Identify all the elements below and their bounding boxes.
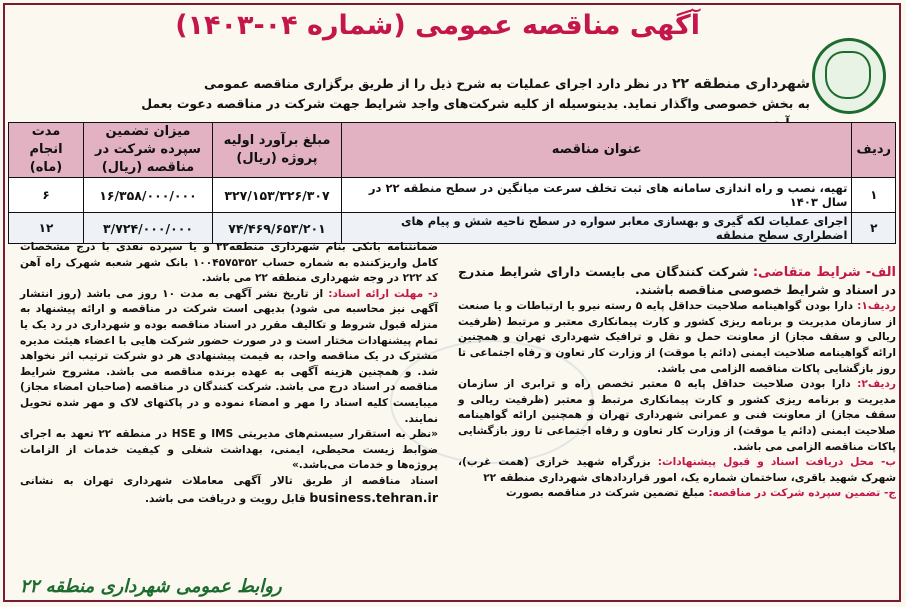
cell-guarantee: ۱۶/۳۵۸/۰۰۰/۰۰۰ — [84, 178, 213, 213]
tehran-municipality-logo — [812, 38, 886, 114]
col-duration: مدت انجام (ماه) — [9, 123, 84, 178]
intro-line-2: به بخش خصوصی واگذار نماید. بدینوسیله از کلیه شرکت‌های واجد شرایط جهت شرکت در مناقصه دعوت بعمل — [141, 96, 810, 111]
col-title: عنوان مناقصه — [342, 123, 852, 178]
portal-statement — [20, 474, 438, 507]
cell-estimate: ۳۲۷/۱۵۳/۳۲۶/۳۰۷ — [213, 178, 342, 213]
title-text: آگهی مناقصه عمومی — [415, 10, 700, 41]
section-d-text: از تاریخ نشر آگهی به مدت ۱۰ روز می باشد (روز انتشار آگهی نیز محاسبه می شود) بدیهی است شرکت در مناقصه و ارائه پیشنهاد به منزله قبول شروط و تکالیف مقرر در اسناد مناقصه بوده و شهرداری در رد یک یا تمام پیشنهادات مختار است و در صورت حضور شرکت هایی با اعضاء هیئت مدیره مشترک در یک مناقصه واحد، به قیمت پیشنهادی هر دو شرکت ترتیب اثر نخواهد شد. و همچنین هزینه آگهی به عهده برنده مناقصه می باشد. مشروح شرایط مناقصه در اسناد درج می باشد. شرکت کنندگان در مناقصه (صاحبان امضاء مجاز) میبایست کلیه اسناد را مهر و امضاء نموده و در پاکتهای لاک و مهر شده تحویل نمایند. — [20, 287, 438, 425]
section-b-text: بزرگراه شهید خرازی (همت غرب)، شهرک شهید باقری، ساختمان شماره یک، امور قراردادهای شهرداری منطقه ۲۲ — [458, 456, 896, 484]
section-d — [20, 287, 438, 427]
section-c-text: مبلغ تضمین شرکت در مناقصه بصورت — [505, 487, 709, 500]
portal-text: اسناد مناقصه از طریق تالار آگهی معاملات شهرداری تهران به نشانی — [20, 474, 438, 487]
row2-label: ردیف۲: — [857, 378, 896, 391]
section-c-title: ج- تضمین سپرده شرکت در مناقصه: — [708, 487, 896, 500]
cell-estimate: ۷۴/۴۶۹/۶۵۳/۲۰۱ — [213, 213, 342, 244]
section-c — [458, 486, 896, 502]
row2-text: دارا بودن صلاحیت حداقل پایه ۵ معتبر تخصص راه و ترابری از سازمان مدیریت و برنامه ریزی کشور و کارت پیمانکاری مرتبط و معتبر (ظرفیت ریالی و سقف مجاز) از معاونت فنی و عمرانی شهرداری تهران و همچنین ارائه گواهینامه صلاحیت ایمنی (دائم یا موقت) از وزارت کار تعاون و رفاه اجتماعی تا روز بازگشایی پاکات مناقصه الزامی می باشد. — [458, 378, 896, 453]
section-a-title: الف- شرایط متقاضی: — [752, 265, 896, 280]
cell-row: ۱ — [852, 178, 896, 213]
cell-duration: ۱۲ — [9, 213, 84, 244]
section-d-title: د- مهلت ارائه اسناد: — [328, 287, 438, 300]
col-estimate: مبلغ برآورد اولیه پروژه (ریال) — [213, 123, 342, 178]
org-name: شهرداری منطقه ۲۲ — [671, 76, 810, 92]
tender-number: (شماره ۰۴-۱۴۰۳) — [175, 10, 406, 41]
logo-emblem-icon — [825, 51, 871, 99]
col-row: ردیف — [852, 123, 896, 178]
public-relations-footer: روابط عمومی شهرداری منطقه ۲۲ — [20, 576, 282, 597]
cell-title: تهیه، نصب و راه اندازی سامانه های ثبت تخلف سرعت میانگین در سطح منطقه ۲۲ در سال ۱۴۰۳ — [342, 178, 852, 213]
section-a-text: شرکت کنندگان می بایست دارای شرایط مندرج در اسناد و شرایط خصوصی مناقصه باشند. — [458, 264, 896, 297]
table-row — [9, 213, 896, 244]
col-guarantee: میزان تضمین سپرده شرکت در مناقصه (ریال) — [84, 123, 213, 178]
section-b-title: ب- محل دریافت اسناد و قبول پیشنهادات: — [657, 456, 897, 469]
cell-title: اجرای عملیات لکه گیری و بهسازی معابر سواره در سطح ناحیه شش و پیام های اضطراری سطح منطقه — [342, 213, 852, 244]
requirement-row-1 — [458, 299, 896, 377]
cell-row: ۲ — [852, 213, 896, 244]
cell-guarantee: ۳/۷۲۴/۰۰۰/۰۰۰ — [84, 213, 213, 244]
portal-end-text: قابل رویت و دریافت می باشد. — [144, 492, 306, 505]
tender-table — [8, 122, 896, 244]
requirement-row-2 — [458, 377, 896, 455]
table-row — [9, 178, 896, 213]
section-b — [458, 455, 896, 486]
section-a — [458, 264, 896, 299]
guarantee-paragraph: ضمانتنامه بانکی بنام شهرداری منطقه۲۲ و یا سپرده نقدی با درج مشخصات کامل واریزکننده به شماره حساب ۱۰۰۴۵۷۵۳۵۲ بانک شهر شعبه شهرک راه آهن کد ۲۲۲ در وجه شهرداری منطقه ۲۲ می باشد. — [20, 241, 438, 285]
portal-link[interactable]: business.tehran.ir — [309, 489, 438, 505]
right-column — [458, 264, 896, 502]
row1-text: دارا بودن گواهینامه صلاحیت حداقل پایه ۵ رسته نیرو یا ارتباطات و یا صنعت از سازمان مدیریت و برنامه ریزی کشور و کارت پیمانکاری معتبر و مرتبط (ظرفیت ریالی و سقف مجاز) از معاونت حمل و نقل و ترافیک شهرداری تهران و همچنین ارائه گواهینامه صلاحیت ایمنی (دائم یا موقت) از وزارت کار تعاون و رفاه اجتماعی تا روز بازگشایی پاکات مناقصه الزامی می باشد. — [458, 300, 896, 375]
table-header-row — [9, 123, 896, 178]
row1-label: ردیف۱: — [857, 300, 896, 313]
intro-line-1: در نظر دارد اجرای عملیات به شرح ذیل را از طریق برگزاری مناقصه عمومی — [203, 76, 672, 91]
cell-duration: ۶ — [9, 178, 84, 213]
notice-title — [175, 10, 700, 41]
left-column — [20, 240, 438, 507]
hse-statement: «نظر به استقرار سیستم‌های مدیریتی IMS و HSE در منطقه ۲۲ تعهد به اجرای ضوابط زیست محیطی، ایمنی، بهداشت شغلی و کیفیت خدمات از الزامات پروژه‌ها و خدمات می‌باشد.» — [20, 428, 438, 472]
